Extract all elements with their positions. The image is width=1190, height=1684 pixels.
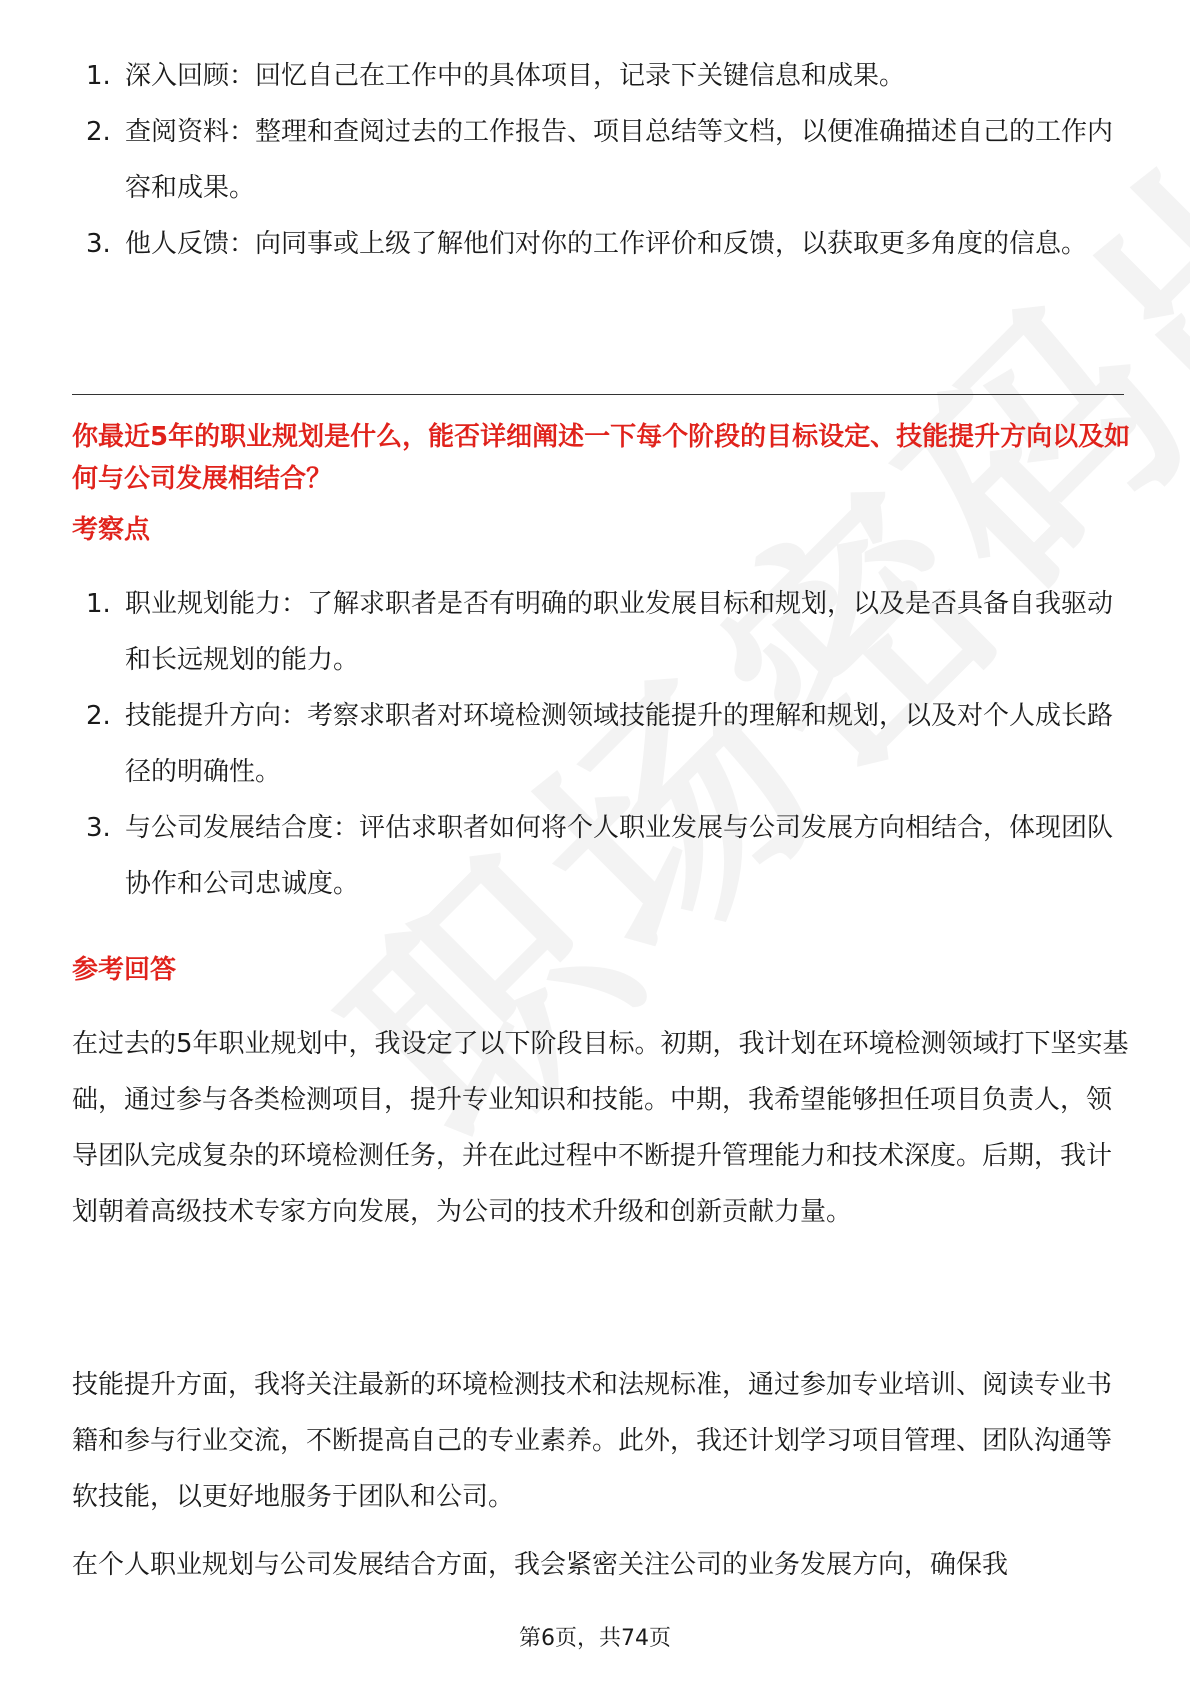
list-text: 查阅资料：整理和查阅过去的工作报告、项目总结等文档，以便准确描述自己的工作内容和成果。 bbox=[125, 117, 1114, 203]
list-text: 职业规划能力：了解求职者是否有明确的职业发展目标和规划，以及是否具备自我驱动和长远规划的能力。 bbox=[125, 589, 1114, 675]
list-item bbox=[72, 104, 1122, 216]
section-divider bbox=[72, 394, 1124, 395]
list-number: 1. bbox=[86, 589, 111, 619]
kaochadian-title: 考察点 bbox=[72, 515, 151, 545]
list-text: 技能提升方向：考察求职者对环境检测领域技能提升的理解和规划，以及对个人成长路径的明确性。 bbox=[125, 701, 1114, 787]
list-text: 他人反馈：向同事或上级了解他们对你的工作评价和反馈，以获取更多角度的信息。 bbox=[125, 229, 1088, 259]
list-item bbox=[72, 688, 1122, 800]
page-footer: 第6页，共74页 bbox=[519, 1626, 671, 1651]
answer-paragraph: 技能提升方面，我将关注最新的环境检测技术和法规标准，通过参加专业培训、阅读专业书籍和参与行业交流，不断提高自己的专业素养。此外，我还计划学习项目管理、团队沟通等软技能，以更好地服务于团队和公司。 bbox=[72, 1370, 1113, 1512]
list-item bbox=[72, 48, 1122, 104]
question-heading: 你最近5年的职业规划是什么，能否详细阐述一下每个阶段的目标设定、技能提升方向以及如何与公司发展相结合？ bbox=[72, 422, 1131, 494]
kaochadian-list bbox=[72, 576, 1122, 912]
list-number: 1. bbox=[86, 61, 111, 91]
list-number: 3. bbox=[86, 813, 111, 843]
list-text: 深入回顾：回忆自己在工作中的具体项目，记录下关键信息和成果。 bbox=[125, 61, 906, 91]
answer-title: 参考回答 bbox=[72, 955, 177, 985]
list-item bbox=[72, 576, 1122, 688]
list-number: 3. bbox=[86, 229, 111, 259]
list-item bbox=[72, 216, 1122, 272]
list-number: 2. bbox=[86, 117, 111, 147]
list-item bbox=[72, 800, 1122, 912]
top-list bbox=[72, 48, 1122, 272]
list-text: 与公司发展结合度：评估求职者如何将个人职业发展与公司发展方向相结合，体现团队协作和公司忠诚度。 bbox=[125, 813, 1114, 899]
list-number: 2. bbox=[86, 701, 111, 731]
answer-paragraph: 在个人职业规划与公司发展结合方面，我会紧密关注公司的业务发展方向，确保我 bbox=[72, 1550, 1009, 1580]
answer-paragraph: 在过去的5年职业规划中，我设定了以下阶段目标。初期，我计划在环境检测领域打下坚实基础，通过参与各类检测项目，提升专业知识和技能。中期，我希望能够担任项目负责人，领导团队完成复杂的环境检测任务，并在此过程中不断提升管理能力和技术深度。后期，我计划朝着高级技术专家方向发展，为公司的技术升级和创新贡献力量。 bbox=[72, 1029, 1129, 1227]
